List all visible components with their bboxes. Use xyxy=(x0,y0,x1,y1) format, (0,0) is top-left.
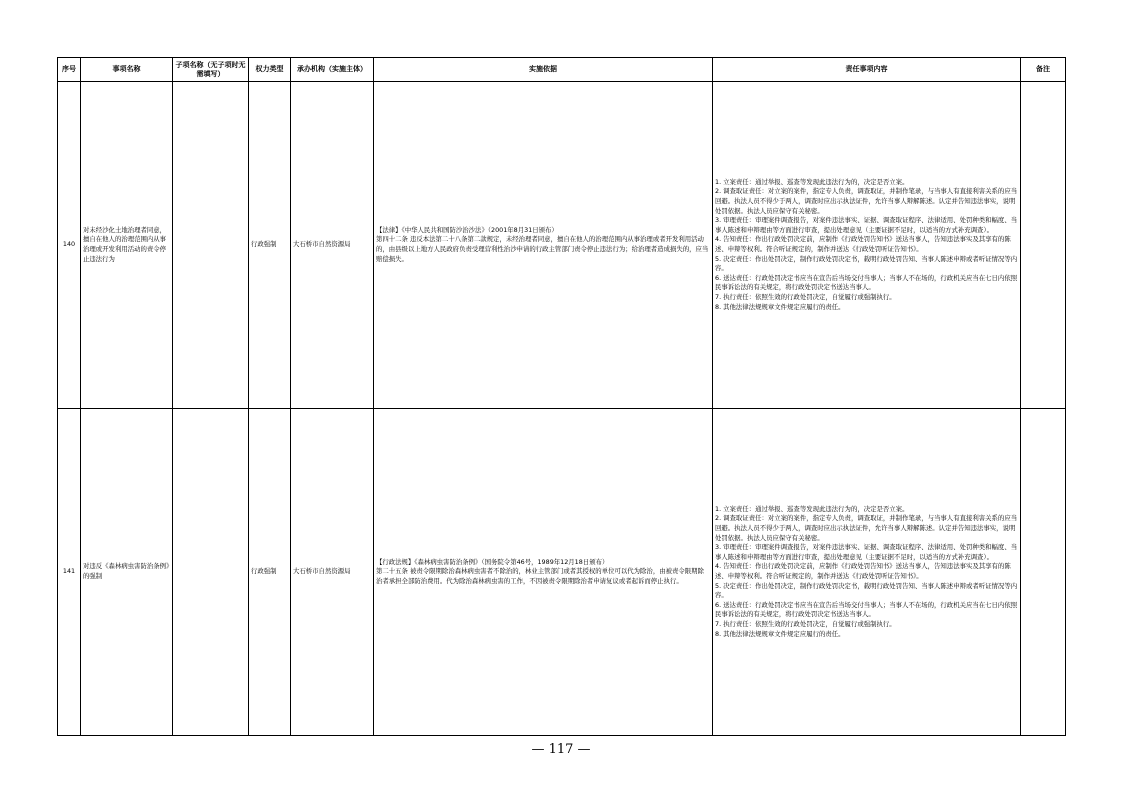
resp-line: 1. 立案责任：通过举报、巡查等发现此违法行为的，决定是否立案。 xyxy=(715,504,909,513)
basis-line: 【行政法规】《森林病虫害防治条例》（国务院令第46号，1989年12月18日颁布） xyxy=(376,557,609,566)
row-resp xyxy=(713,409,1021,736)
row-idx: 140 xyxy=(58,82,81,409)
resp-line: 5. 决定责任：作出处罚决定，制作行政处罚决定书，载明行政处罚告知、当事人陈述申辩或者听证情况等内容。 xyxy=(715,254,1018,273)
resp-line: 7. 执行责任：依照生效的行政处罚决定，自觉履行或强制执行。 xyxy=(715,619,896,628)
basis-line: 第四十二条 违反本法第二十八条第二款规定，未经治理者同意，擅自在他人的治理范围内从事治理或者开发利用活动的，由县级以上地方人民政府负责受理营利性治沙申请的行政主管部门责令停止违法行为；给治理者造成损失的，应当赔偿损失。 xyxy=(376,235,709,263)
header-name: 事项名称 xyxy=(81,58,173,82)
row-org: 大石桥市自然资源局 xyxy=(291,409,374,736)
row-idx: 141 xyxy=(58,409,81,736)
header-note: 备注 xyxy=(1021,58,1066,82)
row-resp xyxy=(713,82,1021,409)
header-row xyxy=(58,58,1066,82)
header-org: 承办机构（实施主体） xyxy=(291,58,374,82)
row-power-type: 行政强制 xyxy=(249,82,291,409)
row-note xyxy=(1021,82,1066,409)
row-sub xyxy=(173,409,249,736)
page-number: — 117 — xyxy=(531,742,591,757)
row-org: 大石桥市自然资源局 xyxy=(291,82,374,409)
resp-line: 3. 审理责任：审理案件调查报告，对案件违法事实、证据、调查取证程序、法律适用、处罚种类和幅度、当事人陈述和申辩理由等方面进行审查，提出处理意见（主要证据不足时，以适当的方式补充调查）。 xyxy=(715,543,1018,561)
row-name: 对未经沙化土地治理者同意，擅自在他人的治理范围内从事治理或开发利用活动的责令停止违法行为 xyxy=(81,82,173,409)
header-sub: 子项名称（无子项时无需填写） xyxy=(173,58,249,82)
resp-line: 3. 审理责任：审理案件调查报告，对案件违法事实、证据、调查取证程序、法律适用、处罚种类和幅度、当事人陈述和申辩理由等方面进行审查，提出处理意见（主要证据不足时，以适当的方式补充调查）。 xyxy=(715,216,1018,234)
table-row xyxy=(58,82,1066,409)
row-basis xyxy=(374,409,713,736)
header-resp: 责任事项内容 xyxy=(713,58,1021,82)
row-sub xyxy=(173,82,249,409)
row-note xyxy=(1021,409,1066,736)
resp-line: 8. 其他法律法规规章文件规定应履行的责任。 xyxy=(715,302,845,311)
resp-line: 1. 立案责任：通过举报、巡查等发现此违法行为的，决定是否立案。 xyxy=(715,177,909,186)
matters-table xyxy=(57,57,1066,736)
basis-line: 第二十五条 被责令限期除治森林病虫害者不除治的，林业主管部门或者其授权的单位可以代为除治，由被责令限期除治者承担全部防治费用。代为除治森林病虫害的工作，不因被责令限期除治者申请复议或者起诉而停止执行。 xyxy=(376,567,704,585)
table-row xyxy=(58,409,1066,736)
resp-line: 2. 调查取证责任：对立案的案件，指定专人负责，调查取证，并制作笔录，与当事人有直接利害关系的应当回避。执法人员不得少于两人，调查时应出示执法证件，允许当事人辩解陈述。认定并告知违法事实，说明处罚依据。执法人员应保守有关秘密。 xyxy=(715,187,1018,215)
resp-line: 4. 告知责任：作出行政处罚决定前，应制作《行政处罚告知书》送达当事人，告知违法事实及其享有的陈述、申辩等权利。符合听证规定的，制作并送达《行政处罚听证告知书》。 xyxy=(715,562,1011,580)
row-power-type: 行政强制 xyxy=(249,409,291,736)
resp-line: 5. 决定责任：作出处罚决定，制作行政处罚决定书，载明行政处罚告知、当事人陈述申辩或者听证情况等内容。 xyxy=(715,581,1018,600)
resp-line: 4. 告知责任：作出行政处罚决定前，应制作《行政处罚告知书》送达当事人，告知违法事实及其享有的陈述、申辩等权利。符合听证规定的，制作并送达《行政处罚听证告知书》。 xyxy=(715,235,1011,253)
resp-line: 2. 调查取证责任：对立案的案件，指定专人负责，调查取证，并制作笔录，与当事人有直接利害关系的应当回避。执法人员不得少于两人，调查时应出示执法证件，允许当事人辩解陈述。认定并告知违法事实，说明处罚依据。执法人员应保守有关秘密。 xyxy=(715,514,1018,542)
resp-line: 6. 送达责任：行政处罚决定书应当在宣告后当场交付当事人；当事人不在场的，行政机关应当在七日内依照民事诉讼法的有关规定，将行政处罚决定书送达当事人。 xyxy=(715,600,1018,619)
basis-line: 【法律】《中华人民共和国防沙治沙法》（2001年8月31日颁布） xyxy=(376,225,558,234)
row-name: 对违反《森林病虫害防治条例》的强制 xyxy=(81,409,173,736)
header-power-type: 权力类型 xyxy=(249,58,291,82)
header-idx: 序号 xyxy=(58,58,81,82)
row-basis xyxy=(374,82,713,409)
header-basis: 实施依据 xyxy=(374,58,713,82)
resp-line: 6. 送达责任：行政处罚决定书应当在宣告后当场交付当事人；当事人不在场的，行政机关应当在七日内依照民事诉讼法的有关规定，将行政处罚决定书送达当事人。 xyxy=(715,273,1018,292)
resp-line: 7. 执行责任：依照生效的行政处罚决定，自觉履行或强制执行。 xyxy=(715,292,896,301)
resp-line: 8. 其他法律法规规章文件规定应履行的责任。 xyxy=(715,629,845,638)
